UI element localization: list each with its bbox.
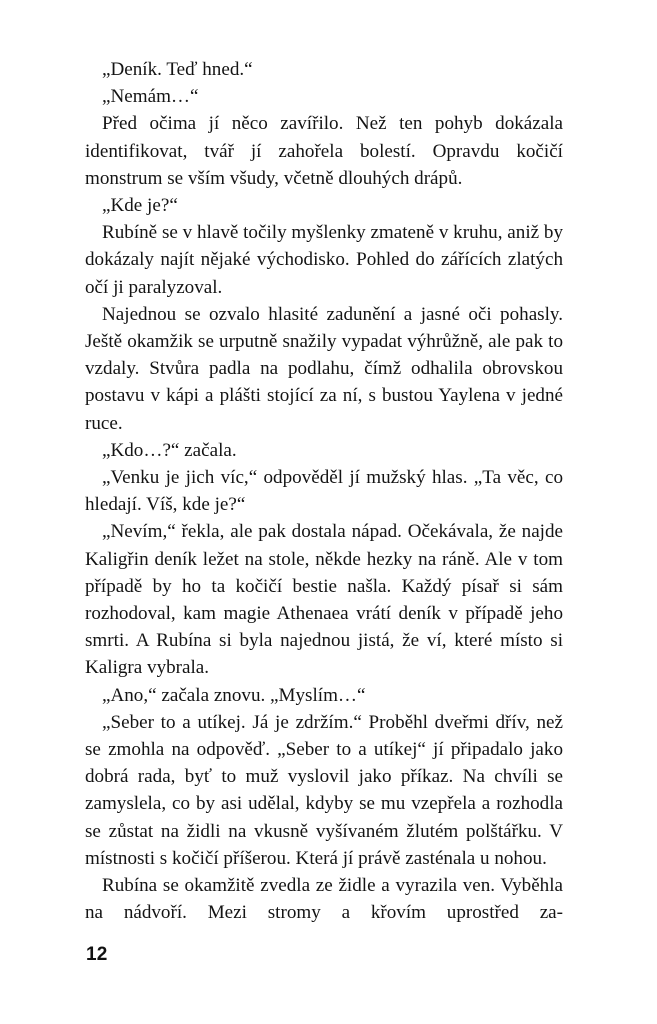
paragraph: „Deník. Teď hned.“: [102, 59, 253, 80]
paragraph: „Venku je jich víc,“ odpověděl jí mužský hlas. „Ta věc, co hledají. Víš, kde je?“: [85, 467, 563, 516]
page-body-text: [85, 56, 563, 954]
paragraph: Rubína se okamžitě zvedla ze židle a vyrazila ven. Vyběhla na nádvoří. Mezi stromy a křovím uprostřed za-: [85, 875, 563, 924]
paragraph: „Kde je?“: [102, 195, 178, 217]
paragraph: „Ano,“ začala znovu. „Myslím…“: [102, 684, 366, 706]
paragraph: Rubíně se v hlavě točily myšlenky zmateně v kruhu, aniž by dokázaly najít nějaké východisko. Pohled do zářících zlatých očí ji paralyzoval.: [85, 222, 563, 298]
paragraph: „Seber to a utíkej. Já je zdržím.“ Proběhl dveřmi dřív, než se zmohla na odpověď. „Seber to a utíkej“ jí připadalo jako dobrá rada, byť to muž vyslovil jako příkaz. Na chvíli se zamyslela, co by asi udělal, kdyby se mu vzepřela a rozhodla se zůstat na židli na vkusně vyšívaném žlutém polštářku. V místnosti s kočičí příšerou. Která jí právě zasténala u nohou.: [85, 711, 563, 869]
paragraph: „Kdo…?“ začala.: [102, 439, 237, 461]
page-number: 12: [86, 944, 108, 965]
paragraph: Najednou se ozvalo hlasité zadunění a jasné oči pohasly. Ještě okamžik se urputně snažily vypadat výhrůžně, ale pak to vzdaly. Stvůra padla na podlahu, čímž odhalila obrovskou postavu v kápi a plášti stojící za ní, s bustou Yaylena v jedné ruce.: [85, 303, 563, 434]
paragraph: „Nemám…“: [102, 86, 199, 108]
paragraph: „Nevím,“ řekla, ale pak dostala nápad. Očekávala, že najde Kaligřin deník ležet na stole, někde hezky na ráně. Ale v tom případě by ho ta kočičí bestie našla. Každý písař si sám rozhodoval, kam magie Athenaea vrátí deník v případě jeho smrti. A Rubína si byla najednou jistá, že ví, které místo si Kaligra vybrala.: [85, 521, 563, 679]
paragraph: Před očima jí něco zavířilo. Než ten pohyb dokázala identifikovat, tvář jí zahořela bolestí. Opravdu kočičí monstrum se vším všudy, včetně dlouhých drápů.: [85, 113, 563, 189]
